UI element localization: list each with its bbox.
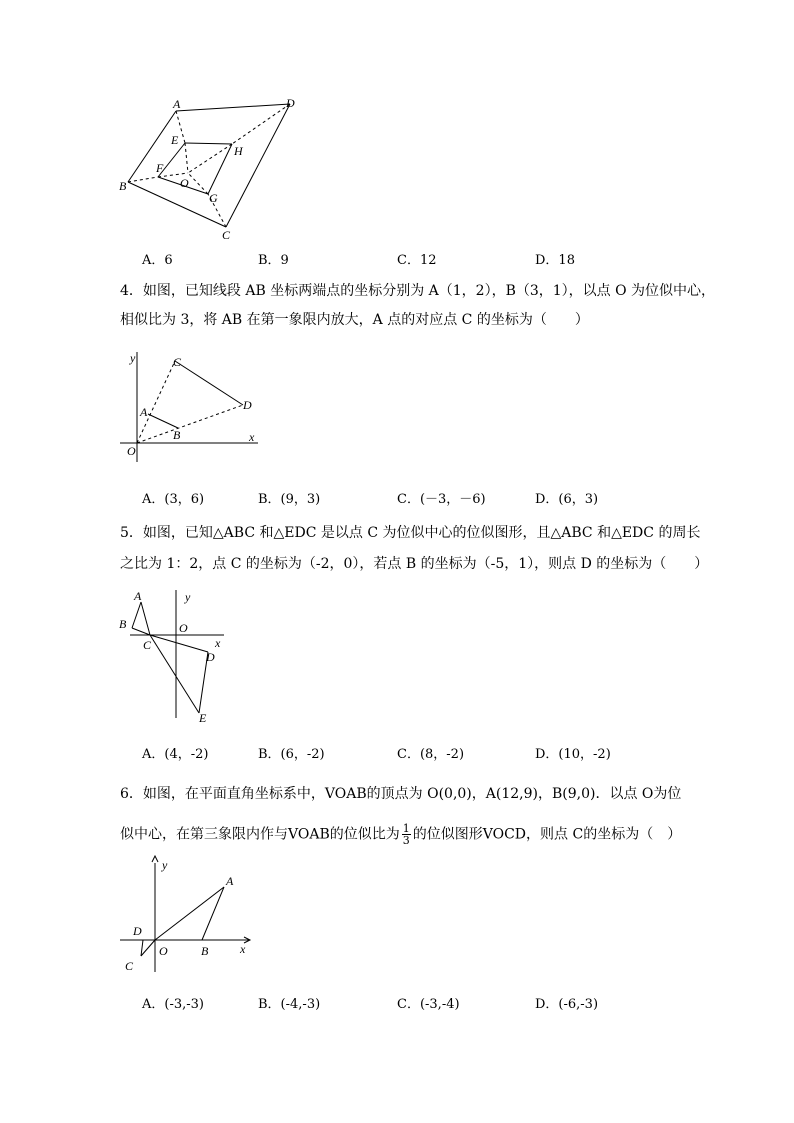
q4-label-y: y bbox=[130, 351, 136, 365]
q6-label-b: B bbox=[201, 944, 209, 958]
q6-label-c: C bbox=[125, 959, 134, 973]
q3-label-c: C bbox=[222, 228, 231, 242]
q5-option-d: D．(10，-2) bbox=[535, 747, 611, 762]
q6-option-b: B．(-4,-3) bbox=[258, 997, 321, 1012]
q3-label-d: D bbox=[286, 96, 295, 110]
q3-label-e: E bbox=[171, 133, 179, 147]
q4-label-d: D bbox=[243, 398, 252, 412]
q3-label-b: B bbox=[119, 179, 127, 193]
q5-option-c: C．(8，-2) bbox=[397, 747, 465, 762]
q4-option-b: B．(9，3) bbox=[258, 492, 321, 507]
q3-option-c: C．12 bbox=[397, 253, 437, 268]
q5-label-e: E bbox=[199, 711, 207, 725]
q6-label-y: y bbox=[162, 858, 168, 872]
q5-label-c: C bbox=[143, 638, 152, 652]
q5-label-a: A bbox=[134, 589, 142, 603]
q3-label-h: H bbox=[234, 144, 243, 158]
q3-option-d: D．18 bbox=[535, 253, 575, 268]
q5-text-line-2: 之比为 1：2，点 C 的坐标为（-2，0），若点 B 的坐标为（-5，1），则点 D 的坐标为（ ） bbox=[120, 556, 709, 572]
q6-label-d: D bbox=[133, 924, 142, 938]
q4-text-line-2: 相似比为 3，将 AB 在第一象限内放大，A 点的对应点 C 的坐标为（ ） bbox=[120, 312, 589, 328]
q6-text-line-2-before: 似中心，在第三象限内作与VOAB的位似比为 bbox=[120, 826, 400, 843]
q6-label-x: x bbox=[240, 942, 246, 956]
q5-label-x: x bbox=[215, 636, 221, 650]
q4-label-o: O bbox=[127, 444, 136, 458]
q6-label-o: O bbox=[159, 944, 168, 958]
q3-label-o: O bbox=[180, 176, 189, 190]
q3-option-b: B．9 bbox=[258, 253, 289, 268]
q3-label-f: F bbox=[156, 161, 164, 175]
q6-fraction-denominator: 3 bbox=[402, 834, 410, 847]
q5-option-a: A．(4，-2) bbox=[142, 747, 209, 762]
q4-label-x: x bbox=[249, 430, 255, 444]
q5-label-d: D bbox=[206, 650, 215, 664]
q4-label-a: A bbox=[140, 405, 148, 419]
q3-option-a: A．6 bbox=[142, 253, 173, 268]
q6-option-c: C．(-3,-4) bbox=[397, 997, 460, 1012]
q6-label-a: A bbox=[226, 874, 234, 888]
q5-label-o: O bbox=[179, 621, 188, 635]
q6-text-line-2-after: 的位似图形VOCD，则点 C的坐标为（ ） bbox=[412, 826, 682, 843]
q4-option-d: D．(6，3) bbox=[535, 492, 599, 507]
q6-text-line-1: 6．如图，在平面直角坐标系中，VOAB的顶点为 O(0,0)，A(12,9)，B(9,0)．以点 O为位 bbox=[120, 786, 682, 802]
q5-label-b: B bbox=[119, 617, 127, 631]
q4-option-c: C．(－3，－6) bbox=[397, 492, 486, 507]
q4-option-a: A．(3，6) bbox=[142, 492, 205, 507]
q5-option-b: B．(6，-2) bbox=[258, 747, 325, 762]
q4-text-line-1: 4．如图，已知线段 AB 坐标两端点的坐标分别为 A（1，2），B（3，1），以点 O 为位似中心， bbox=[120, 283, 716, 299]
q5-label-y: y bbox=[185, 590, 191, 604]
q4-label-c: C bbox=[173, 355, 182, 369]
q5-text-line-1: 5．如图，已知△ABC 和△EDC 是以点 C 为位似中心的位似图形，且△ABC 和△EDC 的周长 bbox=[120, 525, 701, 541]
q6-fraction-numerator: 1 bbox=[402, 822, 410, 835]
q6-option-a: A．(-3,-3) bbox=[142, 997, 204, 1012]
q3-label-g: G bbox=[209, 191, 218, 205]
q4-label-b: B bbox=[173, 428, 181, 442]
q3-label-a: A bbox=[173, 97, 181, 111]
q6-option-d: D．(-6,-3) bbox=[535, 997, 599, 1012]
